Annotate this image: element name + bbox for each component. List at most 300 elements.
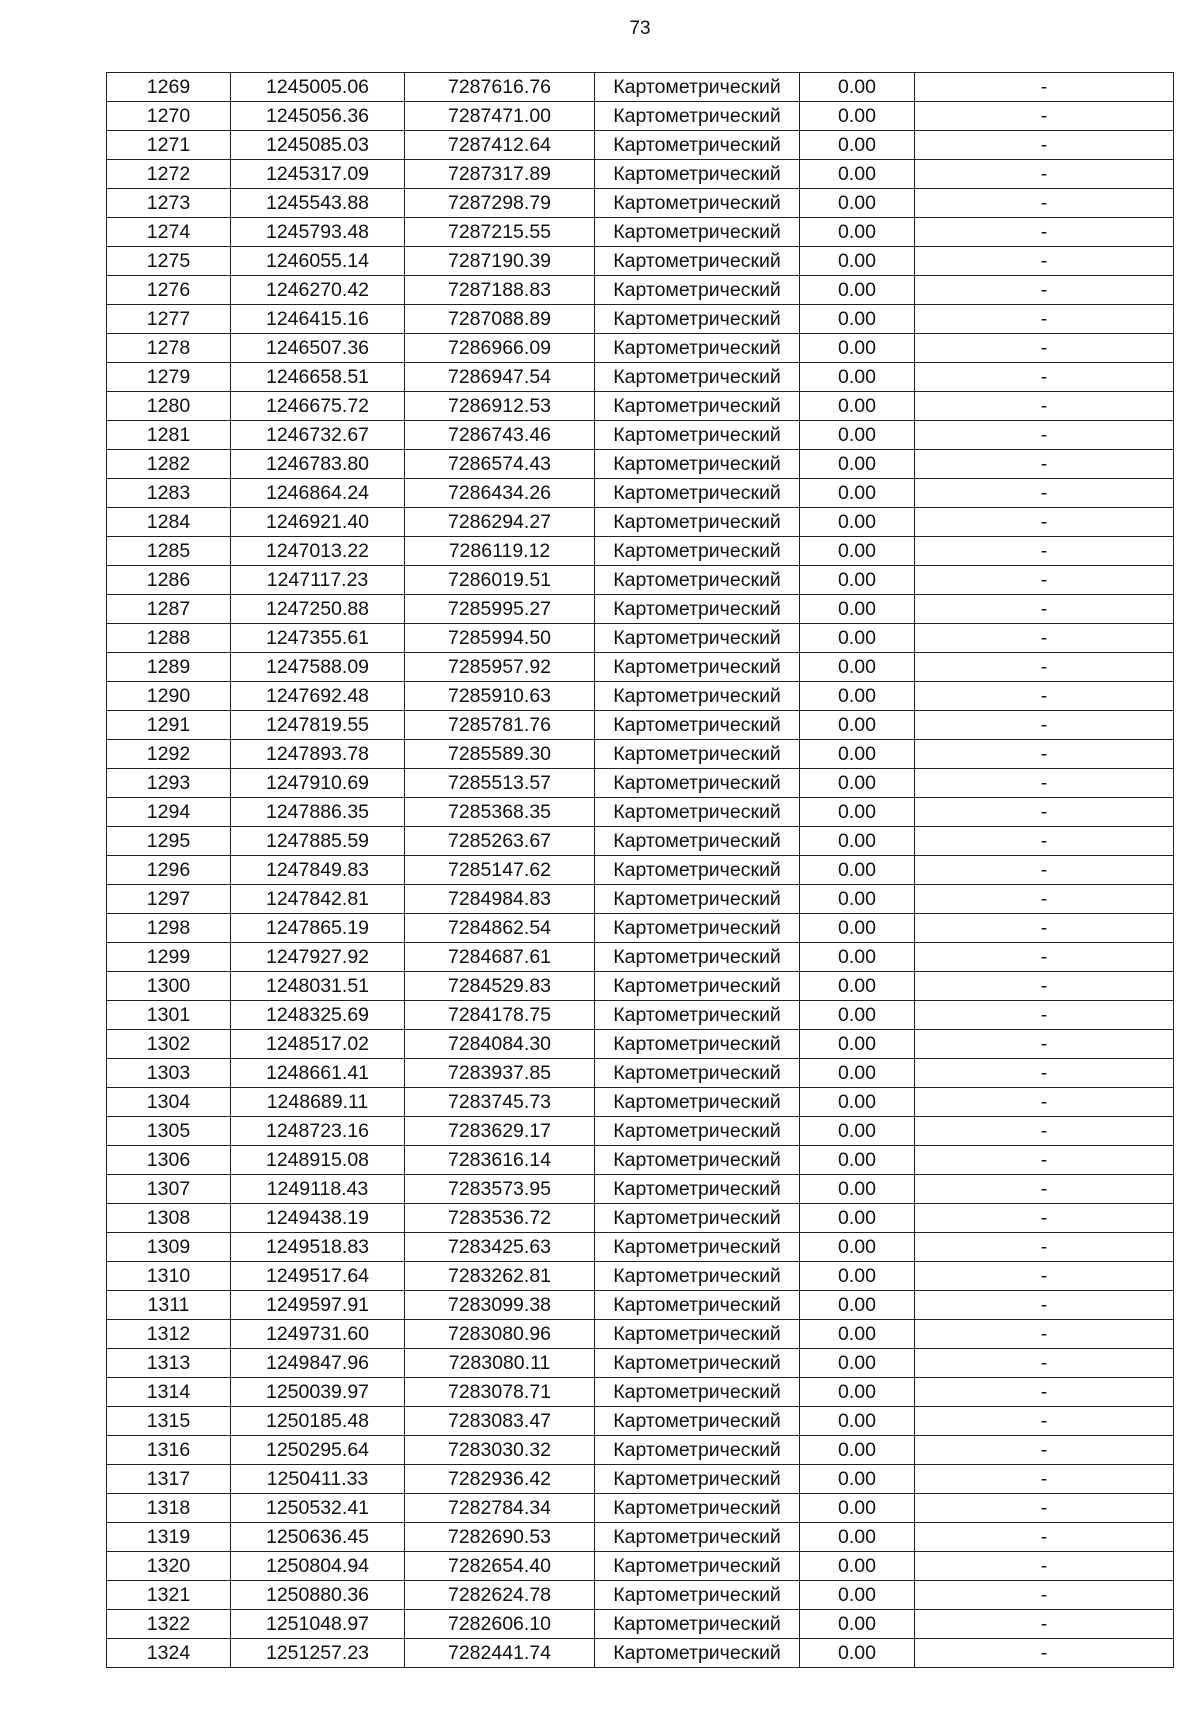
coord-x-cell: 1245056.36 [231,102,405,131]
coord-x-cell: 1248031.51 [231,972,405,1001]
coord-y-cell: 7285995.27 [405,595,595,624]
coord-y-cell: 7282606.10 [405,1610,595,1639]
method-cell: Картометрический [595,73,800,102]
coord-y-cell: 7283099.38 [405,1291,595,1320]
method-cell: Картометрический [595,1001,800,1030]
point-number-cell: 1298 [107,914,231,943]
point-number-cell: 1314 [107,1378,231,1407]
point-number-cell: 1296 [107,856,231,885]
table-row [107,102,1174,131]
error-value-cell: 0.00 [800,421,915,450]
coord-y-cell: 7286947.54 [405,363,595,392]
point-number-cell: 1289 [107,653,231,682]
coord-x-cell: 1247250.88 [231,595,405,624]
method-cell: Картометрический [595,1146,800,1175]
table-row [107,1088,1174,1117]
coord-x-cell: 1249118.43 [231,1175,405,1204]
coord-y-cell: 7285147.62 [405,856,595,885]
coord-y-cell: 7286294.27 [405,508,595,537]
point-number-cell: 1320 [107,1552,231,1581]
point-number-cell: 1281 [107,421,231,450]
table-row [107,856,1174,885]
point-number-cell: 1292 [107,740,231,769]
coord-y-cell: 7282624.78 [405,1581,595,1610]
point-number-cell: 1319 [107,1523,231,1552]
table-row [107,798,1174,827]
point-number-cell: 1317 [107,1465,231,1494]
coord-y-cell: 7285263.67 [405,827,595,856]
method-cell: Картометрический [595,1059,800,1088]
table-row [107,827,1174,856]
coord-y-cell: 7285910.63 [405,682,595,711]
description-cell: - [915,1349,1174,1378]
coord-y-cell: 7287412.64 [405,131,595,160]
description-cell: - [915,682,1174,711]
point-number-cell: 1313 [107,1349,231,1378]
error-value-cell: 0.00 [800,682,915,711]
coord-x-cell: 1250295.64 [231,1436,405,1465]
coord-y-cell: 7283629.17 [405,1117,595,1146]
coord-x-cell: 1248915.08 [231,1146,405,1175]
error-value-cell: 0.00 [800,450,915,479]
coord-y-cell: 7283745.73 [405,1088,595,1117]
coord-x-cell: 1250532.41 [231,1494,405,1523]
error-value-cell: 0.00 [800,73,915,102]
table-row [107,972,1174,1001]
error-value-cell: 0.00 [800,1552,915,1581]
coord-x-cell: 1247842.81 [231,885,405,914]
error-value-cell: 0.00 [800,363,915,392]
coord-y-cell: 7285781.76 [405,711,595,740]
method-cell: Картометрический [595,1175,800,1204]
point-number-cell: 1278 [107,334,231,363]
description-cell: - [915,1146,1174,1175]
coord-x-cell: 1246055.14 [231,247,405,276]
description-cell: - [915,711,1174,740]
error-value-cell: 0.00 [800,508,915,537]
coord-x-cell: 1251048.97 [231,1610,405,1639]
description-cell: - [915,1523,1174,1552]
coord-y-cell: 7285368.35 [405,798,595,827]
table-row [107,740,1174,769]
error-value-cell: 0.00 [800,1001,915,1030]
point-number-cell: 1284 [107,508,231,537]
table-row [107,566,1174,595]
coord-x-cell: 1247910.69 [231,769,405,798]
error-value-cell: 0.00 [800,1349,915,1378]
method-cell: Картометрический [595,740,800,769]
table-row [107,914,1174,943]
table-row [107,479,1174,508]
method-cell: Картометрический [595,972,800,1001]
table-row [107,160,1174,189]
description-cell: - [915,1378,1174,1407]
coord-y-cell: 7283083.47 [405,1407,595,1436]
description-cell: - [915,1291,1174,1320]
coord-x-cell: 1247588.09 [231,653,405,682]
coord-y-cell: 7282936.42 [405,1465,595,1494]
coord-y-cell: 7284862.54 [405,914,595,943]
description-cell: - [915,653,1174,682]
table-row [107,537,1174,566]
description-cell: - [915,305,1174,334]
coord-x-cell: 1246921.40 [231,508,405,537]
coord-x-cell: 1246864.24 [231,479,405,508]
coord-x-cell: 1246658.51 [231,363,405,392]
point-number-cell: 1299 [107,943,231,972]
method-cell: Картометрический [595,305,800,334]
coord-x-cell: 1247117.23 [231,566,405,595]
description-cell: - [915,247,1174,276]
method-cell: Картометрический [595,682,800,711]
error-value-cell: 0.00 [800,1320,915,1349]
method-cell: Картометрический [595,1291,800,1320]
description-cell: - [915,1494,1174,1523]
method-cell: Картометрический [595,102,800,131]
method-cell: Картометрический [595,363,800,392]
point-number-cell: 1280 [107,392,231,421]
point-number-cell: 1275 [107,247,231,276]
coord-x-cell: 1246732.67 [231,421,405,450]
point-number-cell: 1308 [107,1204,231,1233]
method-cell: Картометрический [595,479,800,508]
point-number-cell: 1321 [107,1581,231,1610]
table-row [107,624,1174,653]
description-cell: - [915,1117,1174,1146]
coord-y-cell: 7283262.81 [405,1262,595,1291]
point-number-cell: 1303 [107,1059,231,1088]
coord-y-cell: 7287215.55 [405,218,595,247]
coord-x-cell: 1248723.16 [231,1117,405,1146]
coord-y-cell: 7287190.39 [405,247,595,276]
method-cell: Картометрический [595,1378,800,1407]
description-cell: - [915,363,1174,392]
error-value-cell: 0.00 [800,1204,915,1233]
table-row [107,73,1174,102]
method-cell: Картометрический [595,131,800,160]
error-value-cell: 0.00 [800,1494,915,1523]
table-row [107,682,1174,711]
table-row [107,885,1174,914]
point-number-cell: 1300 [107,972,231,1001]
method-cell: Картометрический [595,276,800,305]
coord-x-cell: 1249438.19 [231,1204,405,1233]
coord-y-cell: 7286019.51 [405,566,595,595]
error-value-cell: 0.00 [800,160,915,189]
point-number-cell: 1277 [107,305,231,334]
table-row [107,1610,1174,1639]
table-row [107,247,1174,276]
method-cell: Картометрический [595,1030,800,1059]
description-cell: - [915,1610,1174,1639]
error-value-cell: 0.00 [800,131,915,160]
error-value-cell: 0.00 [800,305,915,334]
description-cell: - [915,1001,1174,1030]
coordinates-table-body [107,73,1174,1668]
coord-x-cell: 1247865.19 [231,914,405,943]
method-cell: Картометрический [595,218,800,247]
coord-y-cell: 7284687.61 [405,943,595,972]
table-row [107,1233,1174,1262]
error-value-cell: 0.00 [800,1233,915,1262]
point-number-cell: 1302 [107,1030,231,1059]
error-value-cell: 0.00 [800,392,915,421]
error-value-cell: 0.00 [800,624,915,653]
description-cell: - [915,1320,1174,1349]
coord-x-cell: 1250411.33 [231,1465,405,1494]
coord-y-cell: 7284178.75 [405,1001,595,1030]
coord-x-cell: 1247819.55 [231,711,405,740]
error-value-cell: 0.00 [800,769,915,798]
table-row [107,363,1174,392]
point-number-cell: 1306 [107,1146,231,1175]
description-cell: - [915,1262,1174,1291]
error-value-cell: 0.00 [800,566,915,595]
description-cell: - [915,914,1174,943]
coord-x-cell: 1245317.09 [231,160,405,189]
coord-y-cell: 7285957.92 [405,653,595,682]
error-value-cell: 0.00 [800,218,915,247]
point-number-cell: 1311 [107,1291,231,1320]
method-cell: Картометрический [595,566,800,595]
table-row [107,1436,1174,1465]
point-number-cell: 1286 [107,566,231,595]
error-value-cell: 0.00 [800,943,915,972]
point-number-cell: 1305 [107,1117,231,1146]
point-number-cell: 1283 [107,479,231,508]
coord-x-cell: 1247885.59 [231,827,405,856]
table-row [107,1030,1174,1059]
coord-x-cell: 1247013.22 [231,537,405,566]
error-value-cell: 0.00 [800,711,915,740]
error-value-cell: 0.00 [800,856,915,885]
coord-y-cell: 7287298.79 [405,189,595,218]
point-number-cell: 1309 [107,1233,231,1262]
description-cell: - [915,827,1174,856]
coord-x-cell: 1251257.23 [231,1639,405,1668]
coord-x-cell: 1250185.48 [231,1407,405,1436]
coord-y-cell: 7287471.00 [405,102,595,131]
coord-y-cell: 7284984.83 [405,885,595,914]
error-value-cell: 0.00 [800,479,915,508]
coord-y-cell: 7286574.43 [405,450,595,479]
error-value-cell: 0.00 [800,595,915,624]
table-row [107,1349,1174,1378]
table-row [107,450,1174,479]
point-number-cell: 1318 [107,1494,231,1523]
point-number-cell: 1324 [107,1639,231,1668]
point-number-cell: 1270 [107,102,231,131]
description-cell: - [915,392,1174,421]
method-cell: Картометрический [595,247,800,276]
error-value-cell: 0.00 [800,827,915,856]
table-row [107,1581,1174,1610]
method-cell: Картометрический [595,1262,800,1291]
point-number-cell: 1294 [107,798,231,827]
coord-y-cell: 7283937.85 [405,1059,595,1088]
point-number-cell: 1287 [107,595,231,624]
error-value-cell: 0.00 [800,885,915,914]
description-cell: - [915,508,1174,537]
method-cell: Картометрический [595,711,800,740]
coord-y-cell: 7283078.71 [405,1378,595,1407]
point-number-cell: 1279 [107,363,231,392]
method-cell: Картометрический [595,392,800,421]
description-cell: - [915,1059,1174,1088]
table-row [107,1407,1174,1436]
method-cell: Картометрический [595,885,800,914]
point-number-cell: 1288 [107,624,231,653]
coordinates-table [106,72,1174,1668]
error-value-cell: 0.00 [800,1610,915,1639]
coord-x-cell: 1245793.48 [231,218,405,247]
coord-y-cell: 7285589.30 [405,740,595,769]
coord-x-cell: 1245005.06 [231,73,405,102]
table-row [107,218,1174,247]
description-cell: - [915,885,1174,914]
description-cell: - [915,624,1174,653]
coord-y-cell: 7287088.89 [405,305,595,334]
description-cell: - [915,1639,1174,1668]
point-number-cell: 1301 [107,1001,231,1030]
point-number-cell: 1269 [107,73,231,102]
coord-x-cell: 1249518.83 [231,1233,405,1262]
method-cell: Картометрический [595,653,800,682]
coord-x-cell: 1247849.83 [231,856,405,885]
description-cell: - [915,972,1174,1001]
error-value-cell: 0.00 [800,1030,915,1059]
description-cell: - [915,1465,1174,1494]
description-cell: - [915,189,1174,218]
table-row [107,1117,1174,1146]
table-row [107,421,1174,450]
coord-y-cell: 7287317.89 [405,160,595,189]
method-cell: Картометрический [595,827,800,856]
error-value-cell: 0.00 [800,1407,915,1436]
description-cell: - [915,1204,1174,1233]
description-cell: - [915,421,1174,450]
coord-x-cell: 1247927.92 [231,943,405,972]
table-row [107,1552,1174,1581]
coord-y-cell: 7286743.46 [405,421,595,450]
coord-x-cell: 1248661.41 [231,1059,405,1088]
method-cell: Картометрический [595,160,800,189]
method-cell: Картометрический [595,1610,800,1639]
point-number-cell: 1304 [107,1088,231,1117]
table-row [107,334,1174,363]
page-number: 73 [629,18,651,39]
method-cell: Картометрический [595,189,800,218]
coord-y-cell: 7283080.11 [405,1349,595,1378]
description-cell: - [915,334,1174,363]
method-cell: Картометрический [595,1581,800,1610]
table-row [107,1320,1174,1349]
coord-x-cell: 1247893.78 [231,740,405,769]
point-number-cell: 1274 [107,218,231,247]
coord-y-cell: 7286434.26 [405,479,595,508]
description-cell: - [915,566,1174,595]
method-cell: Картометрический [595,1349,800,1378]
coord-y-cell: 7282441.74 [405,1639,595,1668]
point-number-cell: 1315 [107,1407,231,1436]
coord-x-cell: 1247886.35 [231,798,405,827]
description-cell: - [915,218,1174,247]
coord-y-cell: 7285513.57 [405,769,595,798]
method-cell: Картометрический [595,798,800,827]
coord-x-cell: 1247692.48 [231,682,405,711]
point-number-cell: 1297 [107,885,231,914]
coord-x-cell: 1248517.02 [231,1030,405,1059]
description-cell: - [915,1407,1174,1436]
description-cell: - [915,943,1174,972]
error-value-cell: 0.00 [800,1378,915,1407]
coord-x-cell: 1246675.72 [231,392,405,421]
coord-y-cell: 7287188.83 [405,276,595,305]
table-row [107,1175,1174,1204]
method-cell: Картометрический [595,595,800,624]
description-cell: - [915,1088,1174,1117]
description-cell: - [915,1436,1174,1465]
table-row [107,305,1174,334]
point-number-cell: 1285 [107,537,231,566]
error-value-cell: 0.00 [800,1436,915,1465]
error-value-cell: 0.00 [800,1581,915,1610]
description-cell: - [915,1552,1174,1581]
error-value-cell: 0.00 [800,537,915,566]
description-cell: - [915,450,1174,479]
description-cell: - [915,798,1174,827]
coord-x-cell: 1250880.36 [231,1581,405,1610]
method-cell: Картометрический [595,1465,800,1494]
description-cell: - [915,1233,1174,1262]
error-value-cell: 0.00 [800,653,915,682]
coord-x-cell: 1248325.69 [231,1001,405,1030]
error-value-cell: 0.00 [800,189,915,218]
coord-x-cell: 1250039.97 [231,1378,405,1407]
error-value-cell: 0.00 [800,798,915,827]
error-value-cell: 0.00 [800,1088,915,1117]
table-row [107,1523,1174,1552]
coord-x-cell: 1247355.61 [231,624,405,653]
table-row [107,1262,1174,1291]
coord-x-cell: 1246783.80 [231,450,405,479]
error-value-cell: 0.00 [800,1465,915,1494]
description-cell: - [915,740,1174,769]
error-value-cell: 0.00 [800,1117,915,1146]
coord-y-cell: 7286966.09 [405,334,595,363]
coord-x-cell: 1246270.42 [231,276,405,305]
description-cell: - [915,1581,1174,1610]
description-cell: - [915,73,1174,102]
table-row [107,1001,1174,1030]
point-number-cell: 1295 [107,827,231,856]
error-value-cell: 0.00 [800,334,915,363]
method-cell: Картометрический [595,1407,800,1436]
table-row [107,1378,1174,1407]
method-cell: Картометрический [595,421,800,450]
error-value-cell: 0.00 [800,1639,915,1668]
coord-y-cell: 7286912.53 [405,392,595,421]
point-number-cell: 1273 [107,189,231,218]
coord-y-cell: 7283573.95 [405,1175,595,1204]
coord-y-cell: 7282690.53 [405,1523,595,1552]
method-cell: Картометрический [595,1117,800,1146]
point-number-cell: 1290 [107,682,231,711]
table-row [107,131,1174,160]
table-row [107,1494,1174,1523]
method-cell: Картометрический [595,943,800,972]
table-row [107,392,1174,421]
